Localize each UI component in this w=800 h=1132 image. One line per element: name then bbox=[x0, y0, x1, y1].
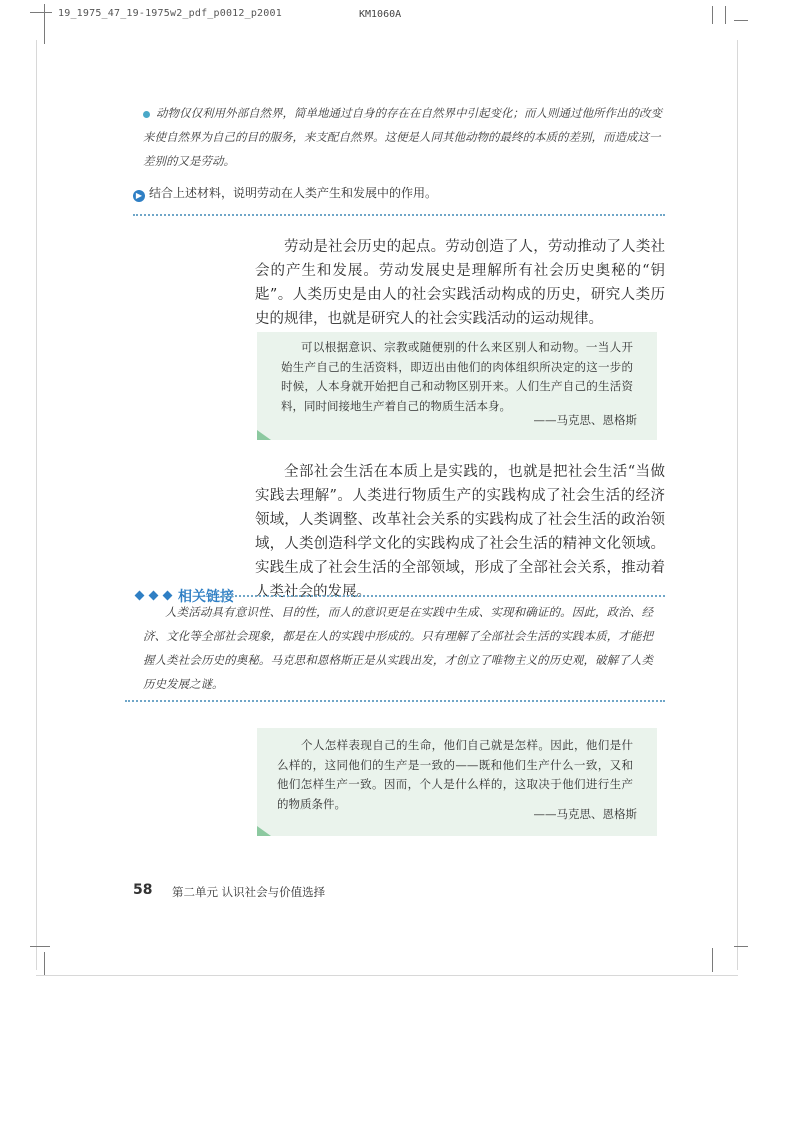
related-link-title: 相关链接 bbox=[178, 589, 234, 605]
quote-1-source: ——马克思、恩格斯 bbox=[533, 413, 637, 427]
divider-dotted-1 bbox=[133, 214, 665, 216]
quote-2-source: ——马克思、恩格斯 bbox=[533, 807, 637, 821]
question-text: 结合上述材料，说明劳动在人类产生和发展中的作用。 bbox=[149, 186, 438, 200]
scan-code: KM1060A bbox=[359, 9, 402, 20]
quote-2-text: 个人怎样表现自己的生命，他们自己就是怎样。因此，他们是什么样的，这同他们的生产是一致的——既和他们生产什么一致，又和他们怎样生产一致。因而，个人是什么样的，这取决于他们进行生产的物质条件。 bbox=[277, 738, 633, 811]
related-link-text bbox=[143, 600, 653, 696]
page-edge-right bbox=[737, 40, 738, 970]
crop-mark-bottom-right-h bbox=[734, 946, 748, 947]
bullet-dot-icon bbox=[143, 111, 150, 118]
body-paragraph-2 bbox=[255, 460, 665, 604]
crop-mark-bottom-left-h bbox=[30, 946, 50, 947]
crop-mark-top-right-v2 bbox=[725, 6, 726, 24]
diamond-icon bbox=[149, 591, 159, 601]
crop-mark-top-left-v bbox=[44, 4, 45, 44]
play-arrow-icon: ▶ bbox=[133, 190, 145, 202]
quote-box-1 bbox=[257, 332, 657, 440]
page-edge-left bbox=[36, 40, 37, 970]
body-paragraph-2-text: 全部社会生活在本质上是实践的，也就是把社会生活“当做实践去理解”。人类进行物质生产的实践构成了社会生活的经济领域，人类调整、改革社会关系的实践构成了社会生活的政治领域，人类创造科学文化的实践构成了社会生活的精神文化领域。实践生成了社会生活的全部领域，形成了全部社会关系，推动着人类社会的发展。 bbox=[255, 464, 665, 600]
page-edge-bottom bbox=[36, 975, 738, 976]
diamond-icon bbox=[135, 591, 145, 601]
crop-mark-top-left-h bbox=[30, 12, 52, 13]
intro-note bbox=[143, 101, 663, 173]
question-prompt bbox=[133, 184, 437, 202]
body-paragraph-1 bbox=[255, 235, 665, 331]
body-paragraph-1-text: 劳动是社会历史的起点。劳动创造了人，劳动推动了人类社会的产生和发展。劳动发展史是理解所有社会历史奥秘的“钥匙”。人类历史是由人的社会实践活动构成的历史，研究人类历史的规律，也就是研究人的社会实践活动的运动规律。 bbox=[255, 239, 665, 327]
crop-mark-top-right-v1 bbox=[712, 6, 713, 24]
related-link-body: 人类活动具有意识性、目的性，而人的意识更是在实践中生成、实现和确证的。因此，政治、经济、文化等全部社会现象，都是在人的实践中形成的。只有理解了全部社会生活的实践本质，才能把握人类社会历史的奥秘。马克思和恩格斯正是从实践出发，才创立了唯物主义的历史观，破解了人类历史发展之谜。 bbox=[143, 605, 653, 691]
crop-mark-bottom-right-v bbox=[712, 948, 713, 972]
divider-dotted-related bbox=[222, 595, 665, 597]
crop-mark-bottom-left-v bbox=[44, 952, 45, 976]
quote-corner-icon bbox=[257, 826, 271, 836]
quote-1-text: 可以根据意识、宗教或随便别的什么来区别人和动物。一当人开始生产自己的生活资料，即迈出由他们的肉体组织所决定的这一步的时候，人本身就开始把自己和动物区别开来。人们生产自己的生活资料，同时间接地生产着自己的物质生活本身。 bbox=[281, 340, 633, 413]
diamond-icon bbox=[163, 591, 173, 601]
intro-note-text: 动物仅仅利用外部自然界，简单地通过自身的存在在自然界中引起变化；而人则通过他所作出的改变来使自然界为自己的目的服务，来支配自然界。这便是人同其他动物的最终的本质的差别，而造成这一差别的又是劳动。 bbox=[143, 106, 662, 168]
divider-dotted-2 bbox=[125, 700, 665, 702]
quote-corner-icon bbox=[257, 430, 271, 440]
crop-mark-top-right-h bbox=[734, 20, 748, 21]
scan-filename: 19_1975_47_19-1975w2_pdf_p0012_p2001 bbox=[58, 8, 282, 19]
page-number: 58 bbox=[133, 882, 153, 898]
quote-box-2 bbox=[257, 728, 657, 836]
unit-title: 第二单元 认识社会与价值选择 bbox=[172, 885, 326, 899]
